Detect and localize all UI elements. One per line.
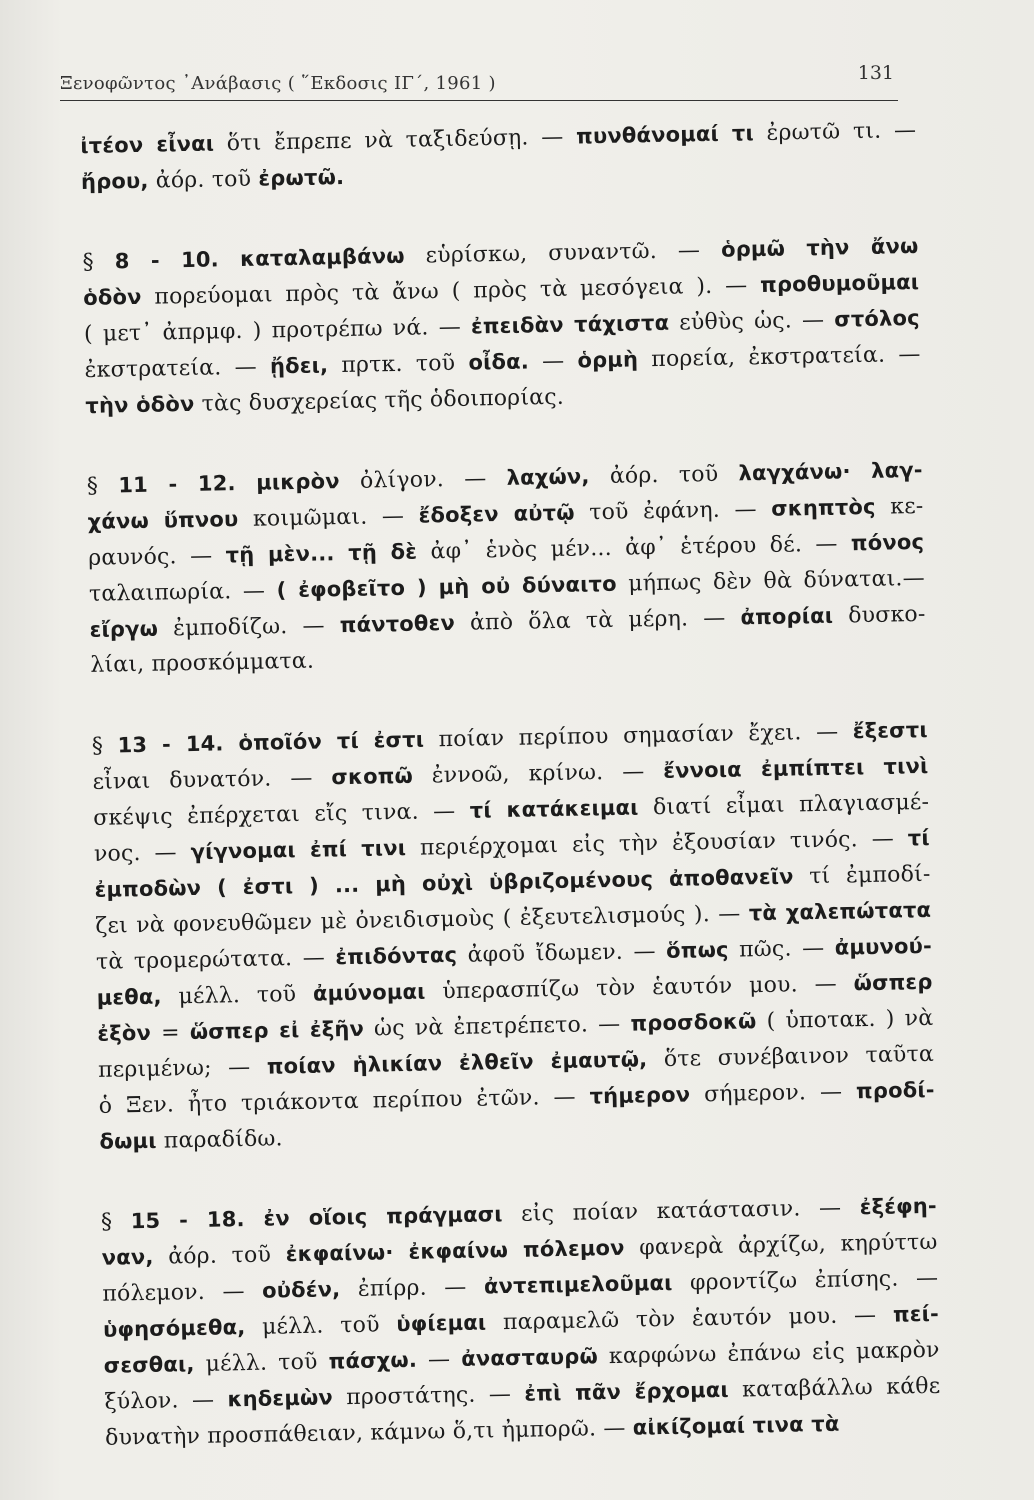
- headword: 8 - 10. καταλαμβάνω: [114, 243, 405, 274]
- gloss-text: μέλλ. τοῦ: [161, 981, 314, 1010]
- paragraph: [80, 112, 917, 200]
- gloss-text: ( μετ᾽ ἀπρμφ. ) προτρέπω νά. —: [83, 314, 472, 347]
- text-body: [80, 112, 941, 1456]
- gloss-text: ἐννοῶ, κρίνω. —: [412, 758, 664, 789]
- headword: ἐξὸν: [97, 1020, 152, 1046]
- gloss-text: σήμερον. —: [689, 1079, 857, 1108]
- gloss-text: σκέψις ἐπέρχεται εἴς τινα. —: [93, 798, 471, 831]
- headword: ἀντεπιμελοῦμαι: [483, 1270, 673, 1299]
- gloss-text: πρτκ. τοῦ: [327, 350, 469, 379]
- headword: τὴν ὁδὸν: [85, 391, 195, 418]
- headword: ἐρωτῶ.: [258, 164, 345, 191]
- gloss-text: ζει νὰ φονευθῶμεν μὲ ὀνειδισμοὺς ( ἐξευτελισμούς ). —: [95, 901, 750, 939]
- headword: ἀμυνού-: [834, 933, 933, 960]
- gloss-text: διατί εἶμαι πλαγιασμέ-: [638, 789, 930, 821]
- headword: ἐμποδὼν ( ἐστι ) ... μὴ οὐχὶ ὑβριζομένους ἀποθανεῖν: [94, 864, 794, 902]
- gloss-text: κε-: [875, 493, 924, 520]
- headword: οὐδέν,: [261, 1277, 341, 1303]
- headword: σεσθαι,: [103, 1352, 195, 1378]
- headword: ὑφησόμεθα,: [102, 1315, 246, 1342]
- headword: σκοπῶ: [331, 763, 414, 790]
- gloss-text: —: [528, 348, 578, 375]
- gloss-text: τοῦ ἐφάνη. —: [574, 496, 772, 526]
- gloss-text: φροντίζω ἐπίσης. —: [672, 1265, 939, 1296]
- headword: λαγχάνω· λαγ-: [738, 457, 923, 486]
- headword: ἰτέον εἶναι: [80, 131, 215, 158]
- headword: ἔξεστι: [852, 717, 928, 744]
- headword: ἀνασταυρῶ: [461, 1344, 599, 1371]
- paragraph: [87, 452, 927, 684]
- headword: δωμι: [99, 1128, 157, 1154]
- gloss-text: καταβάλλω κάθε: [728, 1373, 941, 1403]
- headword: ἐπιδόντας: [335, 942, 458, 970]
- gloss-text: ὀλίγον. —: [339, 465, 507, 495]
- headword: ὥσπερ εἰ ἐξῆν: [189, 1016, 365, 1045]
- gloss-text: περιέρχομαι εἰς τὴν ἐξουσίαν τινός. —: [405, 826, 909, 861]
- gloss-text: ἀόρ. τοῦ: [153, 1242, 286, 1270]
- headword: ἀπορίαι: [740, 603, 834, 630]
- gloss-text: μέλλ. τοῦ: [194, 1349, 329, 1378]
- gloss-text: τὰς δυσχερείας τῆς ὁδοιπορίας.: [194, 384, 565, 417]
- gloss-text: νος. —: [93, 840, 191, 867]
- gloss-text: ἐρωτῶ τι. —: [753, 117, 917, 147]
- gloss-text: παραδίδω.: [156, 1126, 283, 1154]
- gloss-text: ( ὑποτακ. ) νὰ: [756, 1005, 934, 1035]
- gloss-text: κοιμῶμαι. —: [238, 503, 419, 533]
- gloss-text: πόλεμον. —: [102, 1278, 263, 1307]
- paragraph: [82, 228, 921, 424]
- gloss-text: ὑπερασπίζω τὸν ἑαυτόν μου. —: [425, 971, 854, 1005]
- gloss-text: περιμένω; —: [97, 1054, 268, 1083]
- headword: τῇ μὲν... τῇ δὲ: [225, 539, 418, 568]
- headword: 11 - 12. μικρὸν: [118, 469, 341, 498]
- headword: οἶδα.: [468, 349, 530, 375]
- headword: πάντοθεν: [339, 610, 456, 638]
- headword: ἐκφαίνω· ἐκφαίνω πόλεμον: [285, 1235, 625, 1267]
- gloss-text: προστάτης. —: [332, 1381, 525, 1411]
- headword: ὥσπερ: [853, 969, 933, 996]
- gloss-text: λίαι, προσκόμματα.: [90, 648, 315, 678]
- gloss-text: μήπως δὲν θὰ δύναται.—: [616, 565, 926, 597]
- headword: γίγνομαι ἐπί τινι: [190, 835, 407, 865]
- headword: ὁρμῶ τὴν ἄνω: [720, 233, 919, 262]
- header-title: Ξενοφῶντος ᾽Ανάβασις ( ῞Εκδοσις ΙΓ΄, 1961 ): [60, 73, 496, 94]
- gloss-text: πορεία, ἐκστρατεία. —: [637, 341, 921, 373]
- headword: ἔδοξεν αὐτῷ: [418, 500, 575, 528]
- gloss-text: ποίαν περίπου σημασίαν ἔχει. —: [423, 719, 854, 753]
- gloss-text: ἀπὸ ὅλα τὰ μέρη. —: [454, 605, 741, 636]
- gloss-text: ὡς νὰ ἐπετρέπετο. —: [363, 1011, 631, 1042]
- gloss-text: πῶς. —: [728, 935, 836, 963]
- gloss-text: ἀόρ. τοῦ: [148, 166, 259, 194]
- running-header: [60, 60, 898, 101]
- headword: χάνω ὕπνου: [87, 507, 239, 534]
- headword: ναν,: [101, 1244, 154, 1270]
- paragraph: [92, 712, 936, 1160]
- gloss-text: εἶναι δυνατόν. —: [92, 765, 332, 795]
- headword: ἐπὶ πᾶν ἔρχομαι: [524, 1377, 730, 1406]
- gloss-text: ἐπίρρ. —: [340, 1274, 485, 1303]
- headword: ὁρμὴ: [577, 347, 639, 373]
- gloss-text: §: [82, 249, 116, 275]
- headword: πυνθάνομαί τι: [575, 121, 755, 149]
- headword: ( ἐφοβεῖτο ) μὴ οὐ δύναιτο: [276, 571, 617, 603]
- headword: 15 - 18. ἐν οἵοις πράγμασι: [130, 1202, 503, 1234]
- headword: εἴργω: [89, 616, 159, 642]
- gloss-text: μέλλ. τοῦ: [245, 1312, 397, 1341]
- gloss-text: ἐκστρατεία. —: [84, 354, 271, 383]
- gloss-text: δυσκο-: [832, 601, 926, 629]
- gloss-text: ραυνός. —: [88, 543, 226, 571]
- gloss-text: ὅτε συνέβαινον ταῦτα: [647, 1041, 935, 1073]
- page-number: 131: [857, 62, 894, 84]
- gloss-text: φανερὰ ἀρχίζω, κηρύττω: [624, 1229, 938, 1261]
- headword: τί κατάκειμαι: [469, 795, 639, 823]
- headword: προδί-: [855, 1077, 935, 1104]
- headword: ἔννοια ἐμπίπτει τινὶ: [663, 753, 929, 783]
- headword: ὅπως: [665, 937, 729, 963]
- headword: 13 - 14. ὁποῖόν τί ἐστι: [117, 727, 425, 758]
- gloss-text: εἰς ποίαν κατάστασιν. —: [502, 1195, 861, 1228]
- gloss-text: ἀφ᾽ ἑνὸς μέν... ἀφ᾽ ἑτέρου δέ. —: [416, 531, 852, 565]
- headword: ὁδὸν: [83, 284, 142, 310]
- paragraph: [101, 1188, 942, 1456]
- gloss-text: τί ἐμποδί-: [793, 861, 931, 890]
- gloss-text: ταλαιπωρία. —: [88, 578, 277, 607]
- gloss-text: ὅτι ἔπρεπε νὰ ταξιδεύσῃ. —: [213, 124, 577, 157]
- gloss-text: =: [150, 1020, 191, 1046]
- gloss-text: §: [86, 473, 119, 499]
- gloss-text: εὑρίσκω, συναντῶ. —: [404, 237, 722, 269]
- gloss-text: —: [416, 1346, 462, 1373]
- headword: λαχών,: [506, 464, 590, 490]
- headword: τὰ χαλεπώτατα: [748, 897, 932, 926]
- headword: ἐξέφη-: [859, 1193, 938, 1220]
- headword: ἀμύνομαι: [312, 979, 426, 1006]
- gloss-text: πορεύομαι πρὸς τὰ ἄνω ( πρὸς τὰ μεσόγεια ). —: [141, 272, 761, 310]
- headword: πόνος: [850, 529, 925, 556]
- headword: πάσχω.: [328, 1347, 418, 1374]
- gloss-text: ὁ Ξεν. ἦτο τριάκοντα περίπου ἐτῶν. —: [98, 1084, 590, 1119]
- headword: ᾔδει,: [269, 353, 329, 379]
- headword: ὑφίεμαι: [396, 1310, 487, 1337]
- gloss-text: τὰ τρομερώτατα. —: [95, 945, 336, 975]
- gloss-text: ἀόρ. τοῦ: [589, 461, 739, 490]
- headword: ἐπειδὰν τάχιστα: [470, 310, 670, 339]
- headword: πεί-: [892, 1301, 940, 1327]
- headword: σκηπτὸς: [770, 494, 876, 521]
- headword: προσδοκῶ: [630, 1009, 757, 1036]
- headword: ποίαν ἡλικίαν ἐλθεῖν ἐμαυτῷ,: [266, 1047, 648, 1079]
- headword: μεθα,: [96, 984, 162, 1010]
- gloss-text: §: [100, 1209, 131, 1235]
- headword: αἰκίζομαί τινα τὰ: [632, 1411, 840, 1440]
- gloss-text: ἀφοῦ ἴδωμεν. —: [456, 938, 667, 968]
- gloss-text: εὐθὺς ὡς. —: [668, 307, 835, 336]
- headword: ἤρου,: [80, 168, 149, 194]
- gloss-text: παραμελῶ τὸν ἑαυτόν μου. —: [486, 1302, 894, 1336]
- gloss-text: δυνατὴν προσπάθειαν, κάμνω ὅ,τι ἠμπορῶ. —: [104, 1415, 634, 1451]
- headword: κηδεμὼν: [227, 1385, 334, 1412]
- gloss-text: ἐμποδίζω. —: [157, 613, 341, 642]
- gloss-text: καρφώνω ἐπάνω εἰς μακρὸν: [597, 1337, 940, 1370]
- headword: στόλος: [834, 305, 921, 332]
- gloss-text: ξύλον. —: [104, 1387, 228, 1415]
- headword: προθυμοῦμαι: [759, 269, 920, 297]
- gloss-text: §: [91, 733, 118, 759]
- headword: τί: [907, 825, 930, 851]
- headword: τήμερον: [589, 1082, 691, 1109]
